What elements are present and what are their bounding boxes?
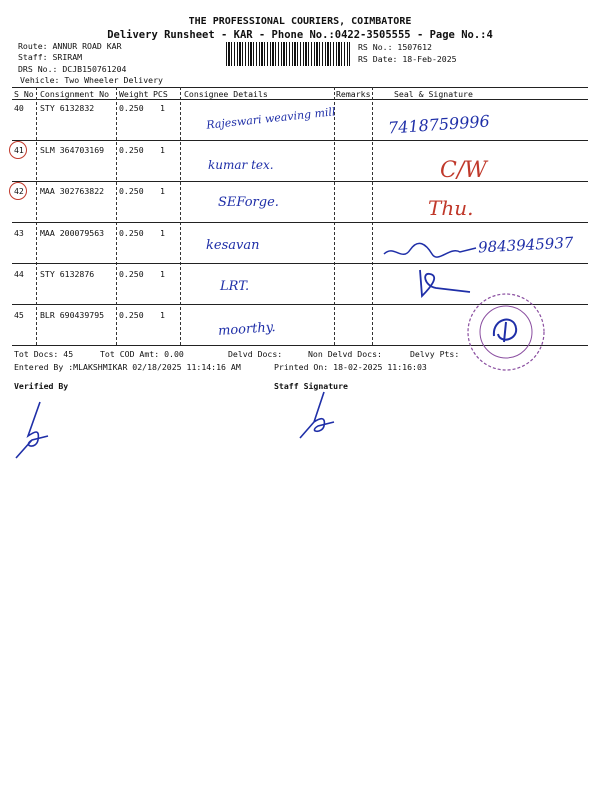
document-title: THE PROFESSIONAL COURIERS, COIMBATORE [188, 16, 412, 27]
col-pcs: PCS [153, 89, 168, 99]
row-weight: 0.250 [119, 269, 144, 279]
col-seal: Seal & Signature [394, 89, 473, 99]
non-delivered-docs: Non Delvd Docs: [308, 349, 382, 359]
staff-signature-label: Staff Signature [274, 381, 348, 391]
staff-label: Staff: SRIRAM [18, 52, 83, 62]
rs-date: RS Date: 18-Feb-2025 [358, 54, 457, 64]
row-consignee: kesavan [206, 238, 260, 253]
row-consignment: STY 6132832 [40, 103, 95, 113]
verifier-signature [10, 396, 60, 462]
row-pcs: 1 [160, 228, 165, 238]
row-signature: 7418759996 [387, 111, 491, 138]
col-sno: S No [14, 89, 34, 99]
row-consignment: BLR 690439795 [40, 310, 105, 320]
col-sep [334, 87, 335, 345]
col-sep [116, 87, 117, 345]
row-pcs: 1 [160, 186, 165, 196]
company-seal-stamp [464, 290, 548, 374]
row-pcs: 1 [160, 269, 165, 279]
row-sno: 45 [14, 310, 24, 320]
row-weight: 0.250 [119, 310, 144, 320]
row-weight: 0.250 [119, 228, 144, 238]
total-docs: Tot Docs: 45 [14, 349, 74, 359]
row-pcs: 1 [160, 145, 165, 155]
rs-number: RS No.: 1507612 [358, 42, 432, 52]
row-sno: 40 [14, 103, 24, 113]
table-top-rule [12, 87, 588, 88]
row-signature: 9843945937 [477, 233, 574, 257]
table-header-rule [12, 99, 588, 100]
row-consignment: MAA 302763822 [40, 186, 105, 196]
row-signature: C/W [440, 158, 487, 183]
row-sno: 41 [14, 145, 24, 155]
col-sep [180, 87, 181, 345]
staff-signature [294, 388, 344, 442]
col-consignee: Consignee Details [184, 89, 268, 99]
entered-by: Entered By :MLAKSHMIKAR 02/18/2025 11:14:16 AM [14, 362, 241, 372]
barcode [226, 42, 350, 66]
total-cod: Tot COD Amt: 0.00 [100, 349, 184, 359]
row-weight: 0.250 [119, 103, 144, 113]
row-rule [12, 222, 588, 223]
document-subtitle: Delivery Runsheet - KAR - Phone No.:0422-3505555 - Page No.:4 [107, 29, 493, 41]
col-weight: Weight [119, 89, 149, 99]
row-sno: 44 [14, 269, 24, 279]
signature-scribble [380, 236, 480, 266]
row-sno: 43 [14, 228, 24, 238]
row-consignment: MAA 200079563 [40, 228, 105, 238]
row-consignee: kumar tex. [208, 158, 274, 172]
row-rule [12, 181, 588, 182]
row-signature: Thu. [428, 196, 474, 220]
delivered-docs: Delvd Docs: [228, 349, 283, 359]
row-sno: 42 [14, 186, 24, 196]
drs-number: DRS No.: DCJB150761204 [18, 64, 127, 74]
verified-by-label: Verified By [14, 381, 69, 391]
col-consignment: Consignment No [40, 89, 110, 99]
row-consignee: moorthy. [217, 320, 276, 339]
row-rule [12, 140, 588, 141]
row-consignee: Rajeswari weaving mill [205, 105, 337, 132]
row-weight: 0.250 [119, 186, 144, 196]
row-pcs: 1 [160, 103, 165, 113]
col-remarks: Remarks [336, 89, 371, 99]
route-label: Route: ANNUR ROAD KAR [18, 41, 122, 51]
delivery-points: Delvy Pts: [410, 349, 460, 359]
col-sep [372, 87, 373, 345]
row-pcs: 1 [160, 310, 165, 320]
row-weight: 0.250 [119, 145, 144, 155]
row-consignment: STY 6132876 [40, 269, 95, 279]
row-consignee: SEForge. [218, 195, 279, 210]
row-consignee: LRT. [220, 279, 250, 294]
printed-on: Printed On: 18-02-2025 11:16:03 [274, 362, 427, 372]
row-consignment: SLM 364703169 [40, 145, 105, 155]
row-rule [12, 263, 588, 264]
col-sep [36, 87, 37, 345]
vehicle-label: Vehicle: Two Wheeler Delivery [20, 75, 163, 85]
